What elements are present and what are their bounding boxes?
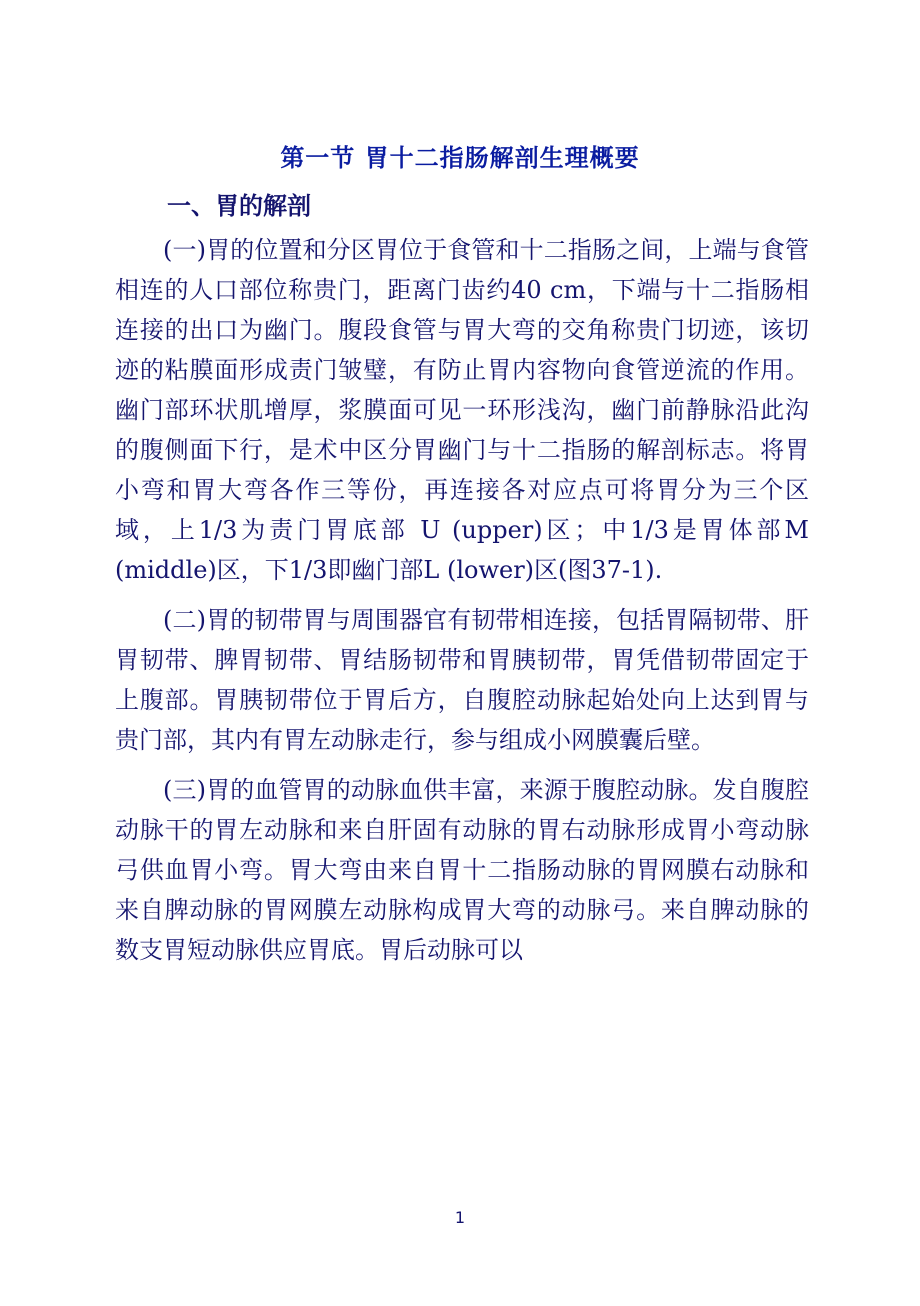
paragraph-stomach-position: (一)胃的位置和分区胃位于食管和十二指肠之间，上端与食管相连的人口部位称贵门，距离门齿约40 cm，下端与十二指肠相连接的出口为幽门。腹段食管与胃大弯的交角称贵门切迹，该切迹的粘膜面形成责门皱璧，有防止胃内容物向食管逆流的作用。幽门部环状肌增厚，浆膜面可见一环形浅沟，幽门前静脉沿此沟的腹侧面下行，是术中区分胃幽门与十二指肠的解剖标志。将胃小弯和胃大弯各作三等份，再连接各对应点可将胃分为三个区域，上1/3为责门胃底部 U (upper)区；中1/3是胃体部M (middle)区，下1/3即幽门部L (lower)区(图37-1). [115, 236, 809, 584]
section-heading: 一、胃的解剖 [167, 191, 311, 220]
page-title: 第一节 胃十二指肠解剖生理概要 [280, 143, 640, 172]
page-number: 1 [454, 1208, 466, 1227]
body-text [115, 230, 809, 980]
paragraph-stomach-ligaments: (二)胃的韧带胃与周围器官有韧带相连接，包括胃隔韧带、肝胃韧带、脾胃韧带、胃结肠韧带和胃胰韧带，胃凭借韧带固定于上腹部。胃胰韧带位于胃后方，自腹腔动脉起始处向上达到胃与贵门部，其内有胃左动脉走行，参与组成小网膜囊后壁。 [115, 606, 809, 754]
paragraph-stomach-vessels: (三)胃的血管胃的动脉血供丰富，来源于腹腔动脉。发自腹腔动脉干的胃左动脉和来自肝固有动脉的胃右动脉形成胃小弯动脉弓供血胃小弯。胃大弯由来自胃十二指肠动脉的胃网膜右动脉和来自脾动脉的胃网膜左动脉构成胃大弯的动脉弓。来自脾动脉的数支胃短动脉供应胃底。胃后动脉可以 [115, 776, 809, 964]
